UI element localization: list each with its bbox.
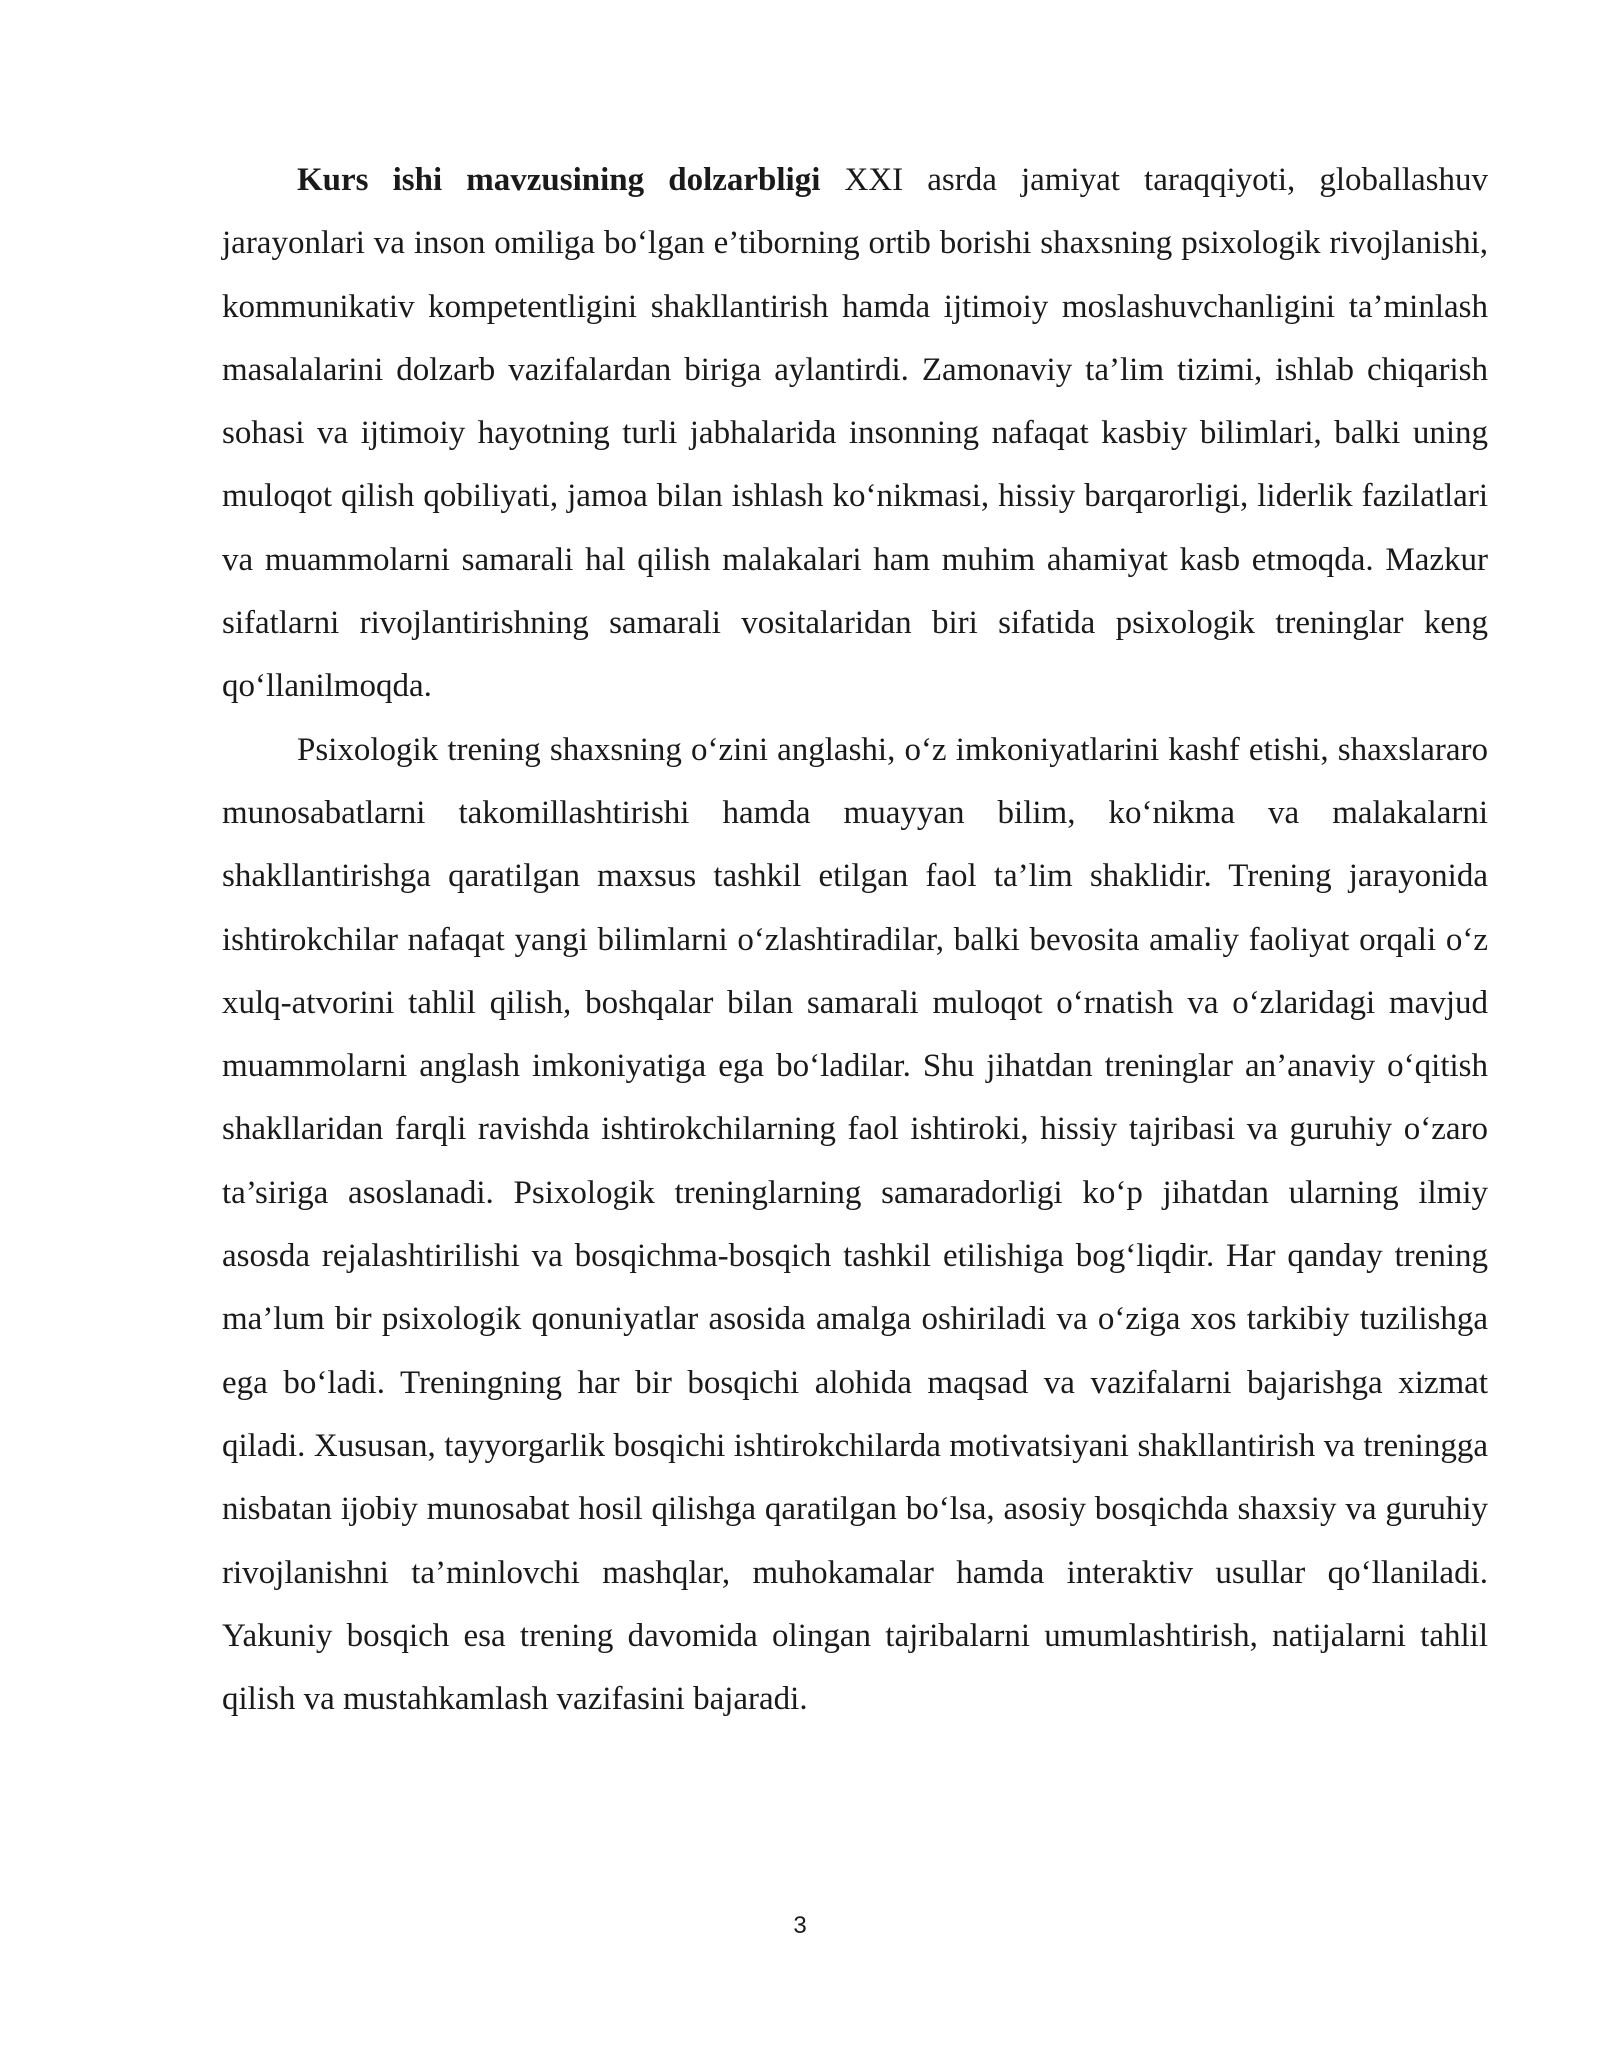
paragraph-lead-heading: Kurs ishi mavzusining dolzarbligi bbox=[297, 162, 821, 198]
paragraph-training bbox=[222, 719, 1488, 1732]
paragraph-relevance bbox=[222, 149, 1488, 719]
body-text bbox=[222, 149, 1488, 1731]
paragraph-text: Psixologik trening shaxsning o‘zini anglashi, o‘z imkoniyatlarini kashf etishi, shaxslararo munosabatlarni takomillashtirishi hamda muayyan bilim, ko‘nikma va malakalarni shakllantirishga qaratilgan maxsus tashkil etilgan faol ta’lim shaklidir. Trening jarayonida ishtirokchilar nafaqat yangi bilimlarni o‘zlashtiradilar, balki bevosita amaliy faoliyat orqali o‘z xulq-atvorini tahlil qilish, boshqalar bilan samarali muloqot o‘rnatish va o‘zlaridagi mavjud muammolarni anglash imkoniyatiga ega bo‘ladilar. Shu jihatdan treninglar an’anaviy o‘qitish shakllaridan farqli ravishda ishtirokchilarning faol ishtiroki, hissiy tajribasi va guruhiy o‘zaro ta’siriga asoslanadi. Psixologik treninglarning samaradorligi ko‘p jihatdan ularning ilmiy asosda rejalashtirilishi va bosqichma-bosqich tashkil etilishiga bog‘liqdir. Har qanday trening ma’lum bir psixologik qonuniyatlar asosida amalga oshiriladi va o‘ziga xos tarkibiy tuzilishga ega bo‘ladi. Treningning har bir bosqichi alohida maqsad va vazifalarni bajarishga xizmat qiladi. Xususan, tayyorgarlik bosqichi ishtirokchilarda motivatsiyani shakllantirish va treningga nisbatan ijobiy munosabat hosil qilishga qaratilgan bo‘lsa, asosiy bosqichda shaxsiy va guruhiy rivojlanishni ta’minlovchi mashqlar, muhokamalar hamda interaktiv usullar qo‘llaniladi. Yakuniy bosqich esa trening davomida olingan tajribalarni umumlashtirish, natijalarni tahlil qilish va mustahkamlash vazifasini bajaradi. bbox=[222, 731, 1488, 1718]
paragraph-text: XXI asrda jamiyat taraqqiyoti, globallashuv jarayonlari va inson omiliga bo‘lgan e’tiborning ortib borishi shaxsning psixologik rivojlanishi, kommunikativ kompetentligini shakllantirish hamda ijtimoiy moslashuvchanligini ta’minlash masalalarini dolzarb vazifalardan biriga aylantirdi. Zamonaviy ta’lim tizimi, ishlab chiqarish sohasi va ijtimoiy hayotning turli jabhalarida insonning nafaqat kasbiy bilimlari, balki uning muloqot qilish qobiliyati, jamoa bilan ishlash ko‘nikmasi, hissiy barqarorligi, liderlik fazilatlari va muammolarni samarali hal qilish malakalari ham muhim ahamiyat kasb etmoqda. Mazkur sifatlarni rivojlantirishning samarali vositalaridan biri sifatida psixologik treninglar keng qo‘llanilmoqda. bbox=[222, 162, 1488, 705]
page-number: 3 bbox=[793, 1912, 807, 1939]
